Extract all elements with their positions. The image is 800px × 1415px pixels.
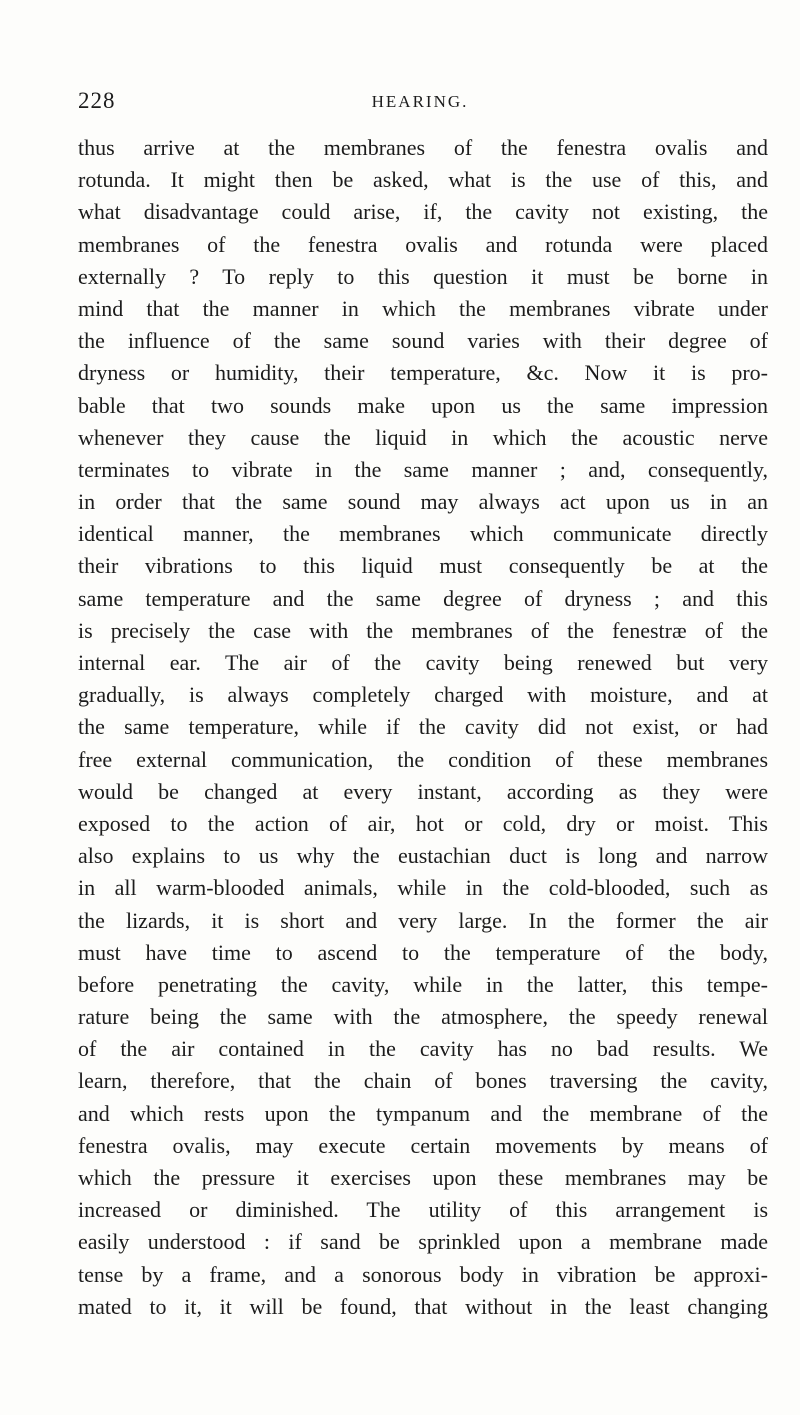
text-line: learn, therefore, that the chain of bones traversing the cavity, (78, 1068, 768, 1094)
text-line: which the pressure it exercises upon these membranes may be (78, 1165, 768, 1190)
text-line: gradually, is always completely charged with moisture, and at (78, 682, 768, 708)
text-line: before penetrating the cavity, while in the latter, this tempe- (78, 971, 768, 997)
text-line: whenever they cause the liquid in which the acoustic nerve (78, 424, 768, 450)
text-line: tense by a frame, and a sonorous body in vibration be approxi- (78, 1261, 768, 1287)
text-line: identical manner, the membranes which communicate directly (78, 521, 768, 547)
page-number: 228 (78, 88, 116, 113)
text-line: in order that the same sound may always act upon us in an (78, 489, 768, 515)
text-line: is precisely the case with the membranes of the fenestræ of the (78, 617, 768, 643)
text-line: free external communication, the condition of these membranes (78, 746, 768, 772)
running-title: HEARING. (371, 92, 469, 111)
text-line: same temperature and the same degree of dryness ; and this (78, 585, 768, 611)
text-line: externally ? To reply to this question it must be borne in (78, 263, 768, 289)
text-line: the same temperature, while if the cavity did not exist, or had (78, 714, 768, 740)
text-line: and which rests upon the tympanum and the membrane of the (78, 1100, 768, 1126)
text-line: also explains to us why the eustachian duct is long and narrow (78, 843, 768, 869)
text-line: mind that the manner in which the membranes vibrate under (78, 295, 768, 321)
text-line: terminates to vibrate in the same manner ; and, consequently, (78, 456, 768, 482)
text-line: the lizards, it is short and very large. In the former the air (78, 907, 768, 933)
text-line: must have time to ascend to the temperature of the body, (78, 939, 768, 965)
body-text (78, 132, 768, 1323)
text-line: fenestra ovalis, may execute certain movements by means of (78, 1132, 768, 1158)
text-line: would be changed at every instant, according as they were (78, 778, 768, 804)
text-line: what disadvantage could arise, if, the cavity not existing, the (78, 199, 768, 225)
text-line: their vibrations to this liquid must consequently be at the (78, 553, 768, 579)
running-head (78, 88, 762, 118)
text-line: rature being the same with the atmosphere, the speedy renewal (78, 1004, 768, 1030)
text-line: increased or diminished. The utility of this arrangement is (78, 1197, 768, 1223)
text-line: bable that two sounds make upon us the same impression (78, 392, 768, 418)
text-line: membranes of the fenestra ovalis and rotunda were placed (78, 231, 768, 257)
text-line: rotunda. It might then be asked, what is the use of this, and (78, 167, 768, 193)
text-line: thus arrive at the membranes of the fenestra ovalis and (78, 135, 768, 160)
text-line: in all warm-blooded animals, while in the cold-blooded, such as (78, 875, 768, 901)
text-line: exposed to the action of air, hot or cold, dry or moist. This (78, 810, 768, 836)
text-line: of the air contained in the cavity has no bad results. We (78, 1036, 768, 1062)
text-line: easily understood : if sand be sprinkled upon a membrane made (78, 1229, 768, 1255)
text-line: internal ear. The air of the cavity being renewed but very (78, 650, 768, 675)
text-line: the influence of the same sound varies with their degree of (78, 328, 768, 354)
text-line: dryness or humidity, their temperature, &c. Now it is pro- (78, 360, 768, 386)
text-line: mated to it, it will be found, that without in the least changing (78, 1293, 768, 1319)
